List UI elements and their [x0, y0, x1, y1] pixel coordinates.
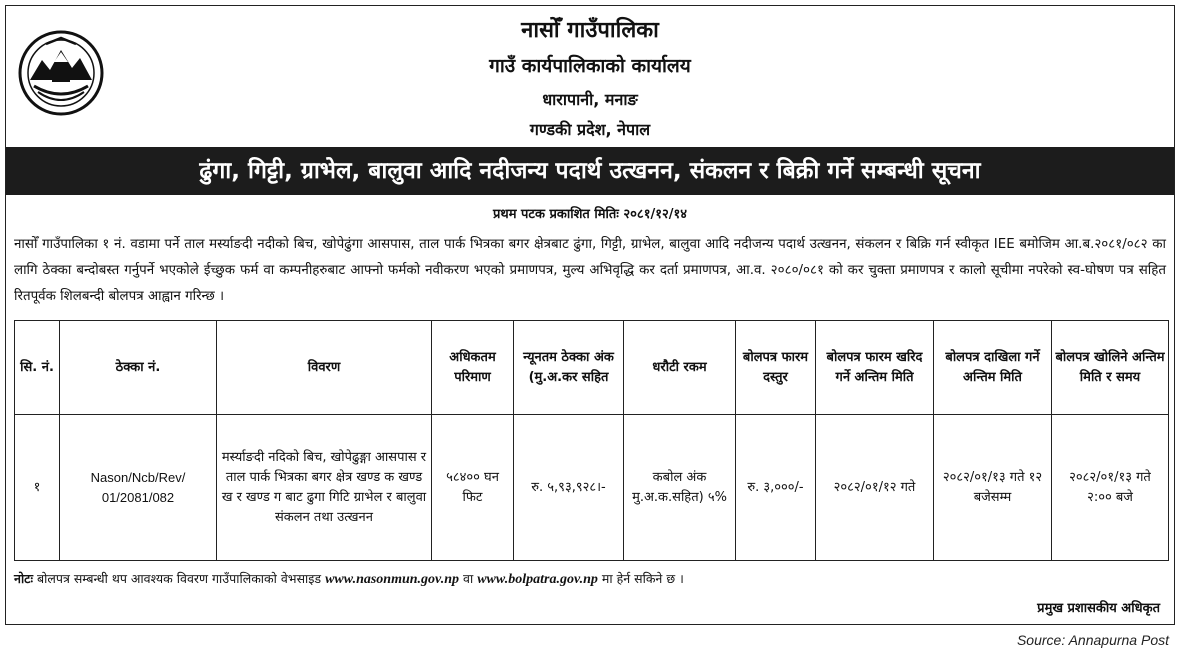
- cell-contract-no: Nason/Ncb/Rev/ 01/2081/082: [60, 415, 217, 561]
- cell-purchase-deadline: २०८२/०१/१२ गते: [816, 415, 934, 561]
- col-header-deposit: धरौटी रकम: [624, 321, 736, 415]
- notice-note: [14, 570, 684, 588]
- cell-max-quantity: ५८४०० घन फिट: [432, 415, 514, 561]
- website-link-nasonmun[interactable]: www.nasonmun.gov.np: [325, 572, 460, 587]
- col-header-submission-deadline: बोलपत्र दाखिला गर्ने अन्तिम मिति: [934, 321, 1052, 415]
- tender-table: [14, 320, 1169, 561]
- notice-header: [6, 6, 1174, 147]
- signatory-title: प्रमुख प्रशासकीय अधिकृत: [1037, 601, 1160, 616]
- col-header-opening-datetime: बोलपत्र खोलिने अन्तिम मिति र समय: [1052, 321, 1169, 415]
- col-header-contract-no: ठेक्का नं.: [60, 321, 217, 415]
- col-header-max-quantity: अधिकतम परिमाण: [432, 321, 514, 415]
- published-date: प्रथम पटक प्रकाशित मितिः २०८१/१२/१४: [493, 207, 687, 222]
- source-credit: Source: Annapurna Post: [1016, 632, 1169, 648]
- office-location: धारापानी, मनाङ: [542, 90, 638, 109]
- col-header-form-fee: बोलपत्र फारम दस्तुर: [736, 321, 816, 415]
- note-text-end: मा हेर्न सकिने छ ।: [601, 571, 684, 586]
- cell-opening-datetime: २०८२/०१/१३ गते २:०० बजे: [1052, 415, 1169, 561]
- note-conjunction: वा: [463, 571, 474, 586]
- cell-form-fee: रु. ३,०००/-: [736, 415, 816, 561]
- note-label: नोटः: [14, 571, 34, 586]
- col-header-purchase-deadline: बोलपत्र फारम खरिद गर्ने अन्तिम मिति: [816, 321, 934, 415]
- cell-min-amount: रु. ५,९३,९२८।-: [514, 415, 624, 561]
- col-header-description: विवरण: [217, 321, 432, 415]
- table-row: [15, 415, 1169, 561]
- notice-body: नासोँ गाउँपालिका १ नं. वडामा पर्ने ताल मर्स्याङदी नदीको बिच, खोपेढुंगा आसपास, ताल पार्क भित्रका बगर क्षेत्रबाट ढुंगा, गिट्टी, ग्राभेल, बालुवा आदि नदीजन्य पदार्थ उत्खनन, संकलन र बिक्रि गर्न स्वीकृत IEE बमोजिम आ.ब.२०८१/०८२ का लागि ठेक्का बन्दोबस्त गर्नुपर्ने भएकोले ईच्छुक फर्म वा कम्पनीहरुबाट आफ्नो फर्मको नवीकरण भएको प्रमाणपत्र, मुल्य अभिवृद्धि कर दर्ता प्रमाणपत्र, आ.व. २०८०/०८१ को कर चुक्ता प्रमाणपत्र र कालो सूचीमा नपरेको स्व-घोषण पत्र सहित रितपूर्वक शिलबन्दी बोलपत्र आह्वान गरिन्छ ।: [14, 237, 1166, 304]
- cell-description: मर्स्याङदी नदिको बिच, खोपेढुङ्गा आसपास र ताल पार्क भित्रका बगर क्षेत्र खण्ड क खण्ड ख र खण्ड ग बाट ढुगा गिटि ग्राभेल र बालुवा संकलन तथा उत्खनन: [217, 415, 432, 561]
- notice-frame: [5, 5, 1175, 625]
- note-text: बोलपत्र सम्बन्धी थप आवश्यक विवरण गाउँपालिकाको वेभसाइड: [37, 571, 322, 586]
- cell-sn: १: [15, 415, 60, 561]
- office-name: गाउँ कार्यपालिकाको कार्यालय: [489, 55, 691, 77]
- notice-title: ढुंगा, गिट्टी, ग्राभेल, बालुवा आदि नदीजन्य पदार्थ उत्खनन, संकलन र बिक्री गर्ने सम्बन्धी सूचना: [6, 147, 1174, 195]
- province-name: गण्डकी प्रदेश, नेपाल: [529, 120, 651, 139]
- table-header-row: [15, 321, 1169, 415]
- col-header-sn: सि. नं.: [15, 321, 60, 415]
- municipality-name: नासोँ गाउँपालिका: [521, 18, 659, 43]
- cell-deposit: कबोल अंक मु.अ.क.सहित) ५%: [624, 415, 736, 561]
- col-header-min-amount: न्यूनतम ठेक्का अंक (मु.अ.कर सहित: [514, 321, 624, 415]
- website-link-bolpatra[interactable]: www.bolpatra.gov.np: [477, 572, 598, 587]
- cell-submission-deadline: २०८२/०१/१३ गते १२ बजेसम्म: [934, 415, 1052, 561]
